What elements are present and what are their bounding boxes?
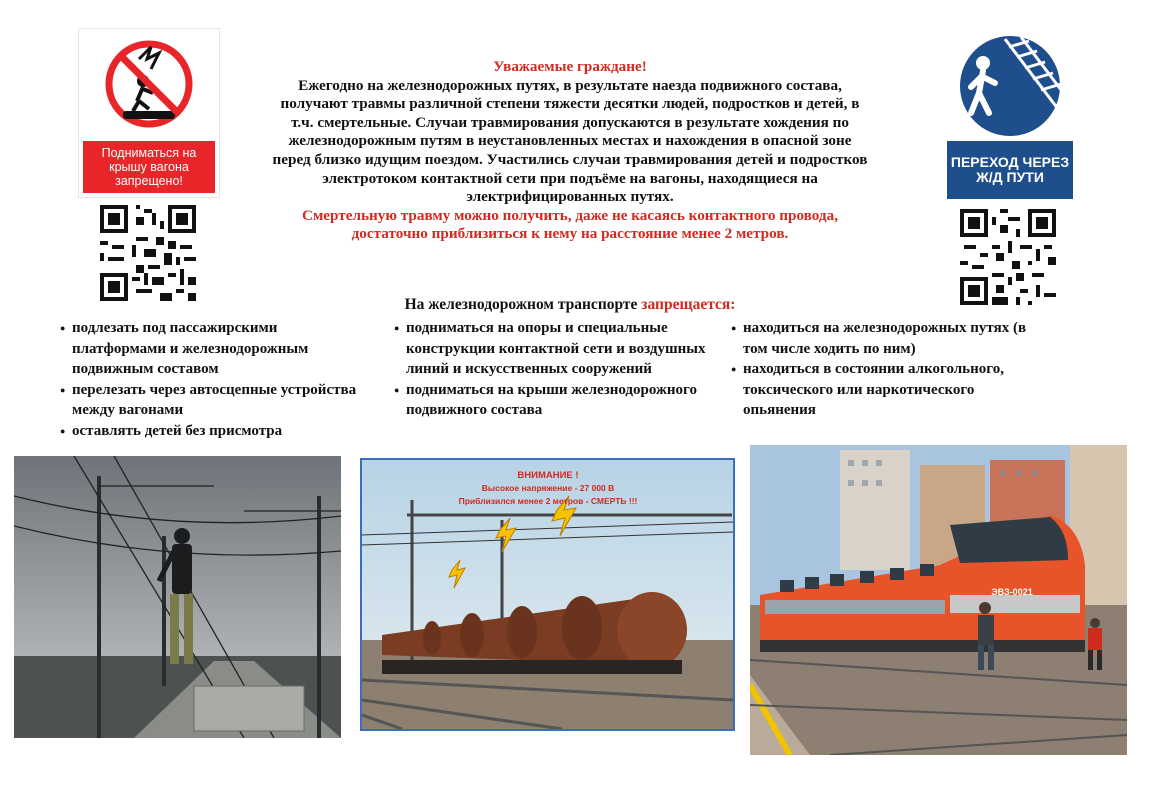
sign-right-caption: ПЕРЕХОД ЧЕРЕЗ Ж/Д ПУТИ (947, 141, 1073, 199)
list-item: ● перелезать через автосцепные устройства между вагонами (60, 380, 365, 421)
forbidden-column-3 (731, 318, 1031, 421)
warning-line-3: Приблизился менее 2 метров - СМЕРТЬ !!! (458, 496, 638, 506)
list-item: ● подлезать под пассажирскими платформами и железнодорожным подвижным составом (60, 318, 365, 380)
railway-crossing-sign (943, 33, 1077, 201)
warning-text: Смертельную травму можно получить, даже не касаясь контактного провода, достаточно приблизиться к нему на расстояние менее 2 метров. (301, 206, 838, 243)
qr-code-left[interactable] (100, 205, 196, 301)
photo-tank-train-warning (360, 458, 735, 731)
greeting: Уважаемые граждане! (493, 58, 647, 75)
list-item: ● находиться на железнодорожных путях (в том числе ходить по ним) (731, 318, 1031, 359)
warning-line-1: ВНИМАНИЕ ! (517, 470, 579, 481)
train-number: ЭВЗ-0021 (991, 587, 1033, 597)
list-item: ● находиться в состоянии алкогольного, токсического или наркотического опьянения (731, 359, 1031, 421)
photo-person-under-wires (14, 456, 341, 738)
qr-code-right[interactable] (960, 209, 1056, 305)
warning-line-2: Высокое напряжение - 27 000 В (481, 483, 615, 493)
forbidden-title-highlight: запрещается: (641, 296, 736, 313)
pedestrian-crossing-icon (943, 33, 1077, 139)
intro-text-block (270, 58, 870, 244)
photo-train-crossing (750, 445, 1127, 755)
forbidden-column-2 (394, 318, 724, 421)
forbidden-title-prefix: На железнодорожном транспорте (404, 296, 642, 313)
no-climbing-icon (79, 29, 219, 139)
no-climbing-sign (78, 28, 220, 198)
list-item: ● подниматься на крыши железнодорожного подвижного состава (394, 380, 724, 421)
forbidden-title (270, 296, 870, 314)
list-item: ● подниматься на опоры и специальные конструкции контактной сети и воздушных линий и искусственных сооружений (394, 318, 724, 380)
list-item: ● оставлять детей без присмотра (60, 421, 365, 442)
intro-body: Ежегодно на железнодорожных путях, в результате наезда подвижного состава, получают травмы различной степени тяжести десятки людей, подростков и детей, в т.ч. смертельные. Случаи травмирования допускаются в результате хождения по железнодорожным путям в неустановленных местах и нахождения в опасной зоне перед близко идущим поездом. Участились случаи травмирования детей и подростков электротоком контактной сети при подъёме на вагоны, находящиеся на электрифицированных путях. (272, 76, 868, 206)
forbidden-column-1 (60, 318, 365, 441)
sign-left-caption: Подниматься на крышу вагона запрещено! (83, 141, 215, 193)
